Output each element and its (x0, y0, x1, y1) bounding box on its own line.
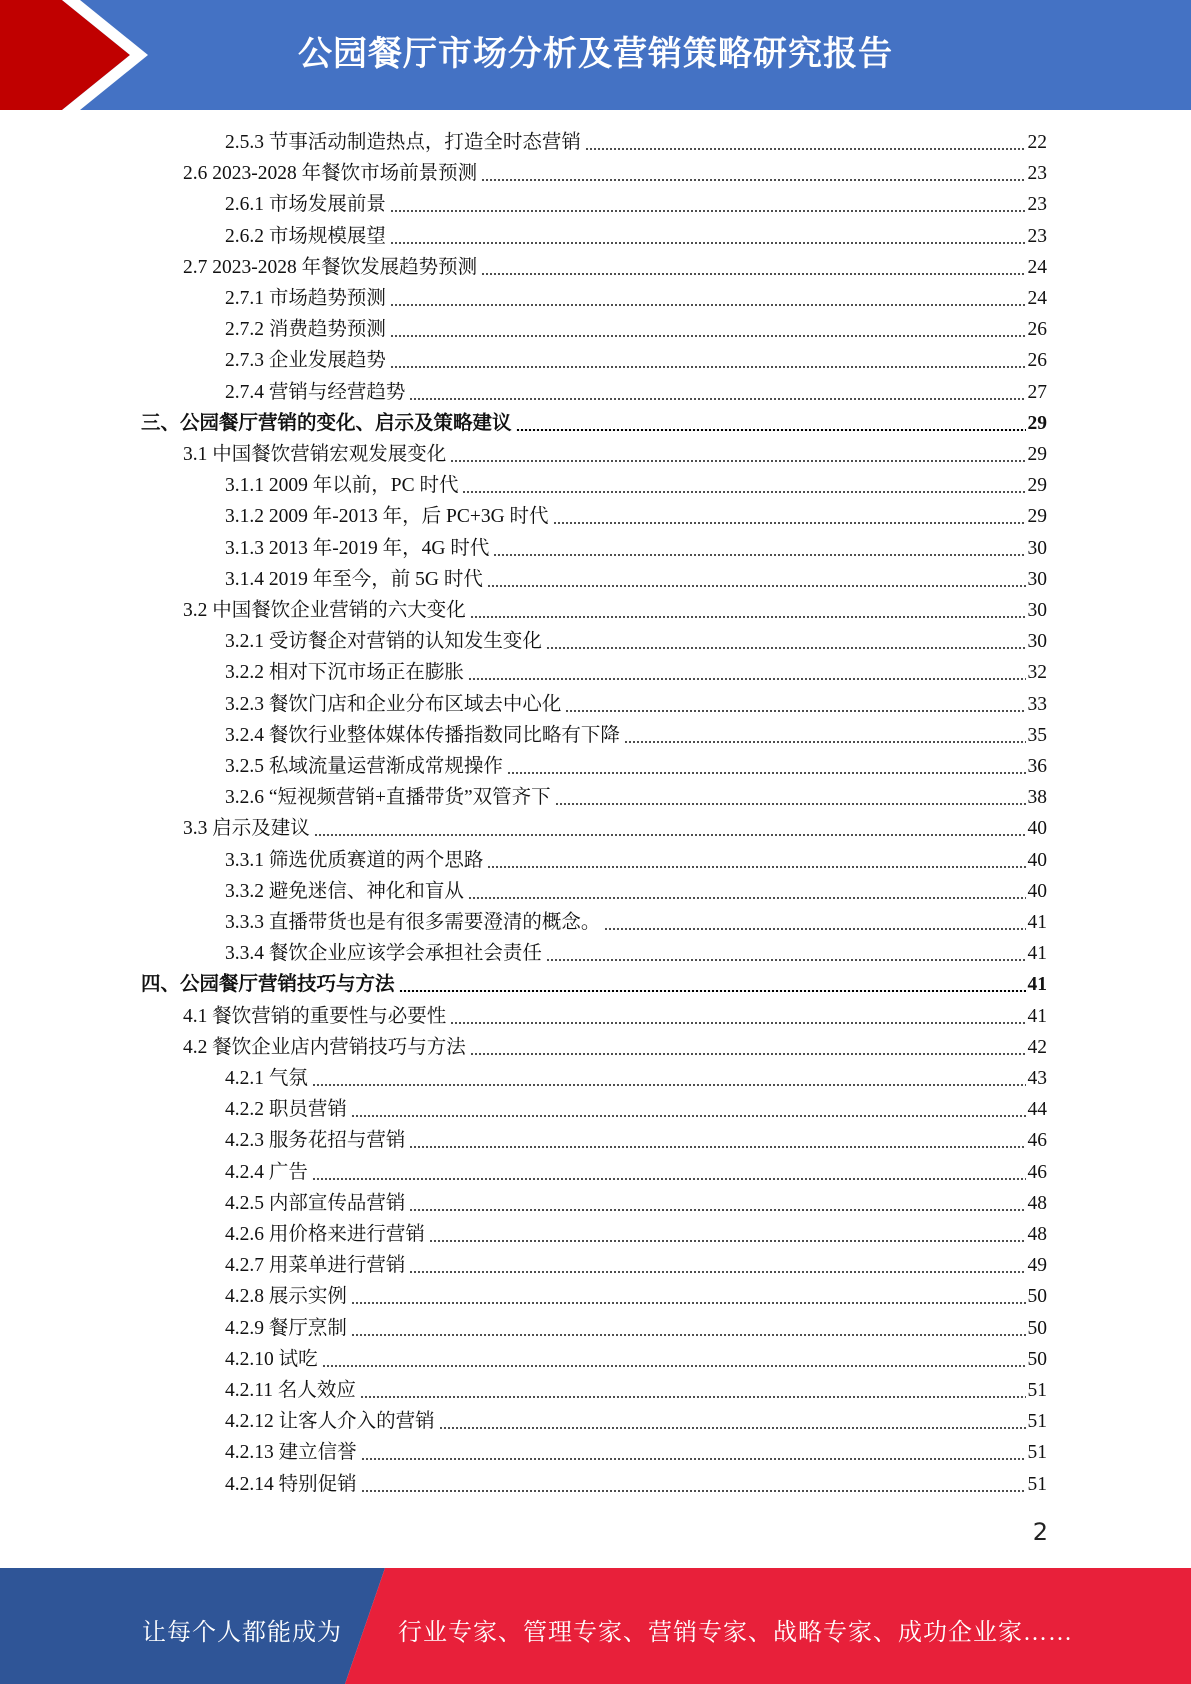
toc-entry-page: 49 (1027, 1255, 1047, 1277)
toc-dot-leader (546, 647, 1026, 649)
toc-dot-leader (487, 585, 1026, 587)
toc-entry[interactable] (225, 1437, 1047, 1468)
toc-entry-title: 4.2.2 职员营销 (225, 1099, 347, 1121)
toc-entry-page: 50 (1027, 1317, 1047, 1339)
toc-entry[interactable] (225, 127, 1047, 158)
toc-entry[interactable] (225, 1406, 1047, 1437)
toc-entry-page: 43 (1027, 1068, 1047, 1089)
toc-entry-page: 29 (1027, 506, 1047, 528)
page-footer (0, 1568, 1191, 1684)
page-number: 2 (1032, 1518, 1048, 1546)
toc-entry-page: 41 (1027, 912, 1047, 933)
toc-entry-title: 3.3.3 直播带货也是有很多需要澄清的概念。 (225, 912, 601, 933)
toc-entry-page: 33 (1027, 693, 1047, 715)
toc-dot-leader (624, 741, 1026, 743)
toc-entry-page: 29 (1027, 412, 1047, 434)
toc-entry-title: 4.2.12 让客人介入的营销 (225, 1411, 435, 1433)
toc-dot-leader (361, 1458, 1026, 1460)
toc-entry[interactable] (225, 314, 1047, 345)
toc-dot-leader (585, 148, 1026, 150)
toc-entry-page: 23 (1027, 194, 1047, 216)
toc-dot-leader (429, 1240, 1026, 1242)
toc-entry[interactable] (225, 938, 1047, 969)
toc-entry[interactable] (141, 408, 1047, 439)
toc-entry[interactable] (225, 1250, 1047, 1281)
toc-entry-page: 50 (1027, 1286, 1047, 1308)
toc-entry[interactable] (183, 595, 1047, 626)
toc-entry[interactable] (183, 1001, 1047, 1032)
toc-entry-title: 3.1 中国餐饮营销宏观发展变化 (183, 444, 447, 465)
toc-entry[interactable] (183, 252, 1047, 283)
toc-entry-page: 50 (1027, 1348, 1047, 1370)
toc-dot-leader (390, 210, 1026, 212)
toc-dot-leader (409, 1146, 1025, 1148)
toc-entry[interactable] (225, 283, 1047, 314)
toc-entry-title: 3.1.4 2019 年至今，前 5G 时代 (225, 568, 483, 590)
toc-entry-title: 2.7.4 营销与经营趋势 (225, 381, 406, 403)
toc-entry-page: 24 (1027, 256, 1047, 278)
toc-entry-page: 46 (1027, 1130, 1047, 1152)
toc-entry[interactable] (183, 813, 1047, 844)
toc-entry-page: 30 (1027, 600, 1047, 621)
toc-entry-page: 36 (1027, 756, 1047, 777)
toc-entry-title: 四、公园餐厅营销技巧与方法 (141, 974, 395, 996)
toc-entry-page: 46 (1027, 1161, 1047, 1183)
toc-entry-title: 3.3 启示及建议 (183, 818, 310, 840)
toc-dot-leader (516, 429, 1026, 431)
toc-entry-page: 35 (1027, 724, 1047, 746)
header-title: 公园餐厅市场分析及营销策略研究报告 (298, 34, 893, 74)
toc-dot-leader (409, 398, 1025, 400)
toc-entry-title: 2.6.2 市场规模展望 (225, 225, 386, 247)
toc-dot-leader (351, 1334, 1026, 1336)
toc-entry-title: 2.5.3 节事活动制造热点，打造全时态营销 (225, 132, 581, 153)
toc-entry[interactable] (225, 1188, 1047, 1219)
toc-dot-leader (493, 554, 1025, 556)
toc-entry-title: 4.2.6 用价格来进行营销 (225, 1224, 425, 1245)
toc-dot-leader (312, 1178, 1026, 1180)
toc-entry[interactable] (225, 1094, 1047, 1125)
toc-entry[interactable] (225, 1344, 1047, 1375)
toc-entry[interactable] (225, 377, 1047, 408)
toc-entry[interactable] (225, 751, 1047, 782)
toc-dot-leader (470, 1053, 1026, 1055)
footer-slogan-left: 让每个人都能成为 (142, 1620, 342, 1646)
toc-entry-page: 51 (1027, 1442, 1047, 1464)
toc-entry-page: 32 (1027, 662, 1047, 684)
toc-entry-page: 41 (1027, 974, 1047, 996)
toc-entry[interactable] (225, 1063, 1047, 1094)
toc-entry-page: 38 (1027, 787, 1047, 809)
toc-entry-page: 22 (1027, 132, 1047, 153)
toc-entry-title: 3.1.2 2009 年-2013 年，后 PC+3G 时代 (225, 506, 549, 528)
toc-entry-title: 4.2.14 特别促销 (225, 1473, 357, 1495)
toc-entry-page: 40 (1027, 880, 1047, 902)
toc-entry[interactable] (225, 626, 1047, 657)
toc-entry[interactable] (225, 689, 1047, 720)
toc-entry-title: 4.1 餐饮营销的重要性与必要性 (183, 1005, 447, 1027)
toc-entry-page: 44 (1027, 1099, 1047, 1121)
toc-dot-leader (390, 304, 1026, 306)
toc-entry[interactable] (225, 1469, 1047, 1500)
toc-entry[interactable] (183, 158, 1047, 189)
toc-entry-page: 29 (1027, 444, 1047, 465)
toc-dot-leader (409, 1209, 1025, 1211)
toc-entry[interactable] (225, 782, 1047, 813)
toc-entry[interactable] (225, 1125, 1047, 1156)
toc-dot-leader (481, 179, 1025, 181)
toc-entry-page: 29 (1027, 475, 1047, 497)
toc-entry[interactable] (225, 845, 1047, 876)
toc-dot-leader (555, 803, 1026, 805)
toc-entry-page: 51 (1027, 1380, 1047, 1401)
toc-entry[interactable] (225, 1157, 1047, 1188)
toc-entry[interactable] (183, 1032, 1047, 1063)
toc-entry[interactable] (225, 907, 1047, 938)
toc-entry-title: 3.1.1 2009 年以前，PC 时代 (225, 475, 459, 497)
toc-dot-leader (450, 460, 1025, 462)
toc-entry-title: 3.2.4 餐饮行业整体媒体传播指数同比略有下降 (225, 724, 620, 746)
toc-entry-title: 2.7.3 企业发展趋势 (225, 350, 386, 372)
toc-dot-leader (399, 990, 1026, 992)
toc-dot-leader (314, 834, 1026, 836)
toc-entry-title: 4.2.13 建立信誉 (225, 1442, 357, 1464)
toc-entry-page: 30 (1027, 568, 1047, 590)
toc-entry-page: 42 (1027, 1036, 1047, 1058)
toc-entry-title: 4.2.9 餐厅烹制 (225, 1317, 347, 1339)
toc-dot-leader (470, 616, 1026, 618)
toc-entry-title: 3.2.1 受访餐企对营销的认知发生变化 (225, 631, 542, 653)
toc-entry-page: 41 (1027, 943, 1047, 965)
toc-dot-leader (322, 1365, 1026, 1367)
toc-entry-page: 48 (1027, 1224, 1047, 1245)
toc-entry-page: 51 (1027, 1411, 1047, 1433)
toc-entry-page: 40 (1027, 818, 1047, 840)
toc-entry-title: 3.3.1 筛选优质赛道的两个思路 (225, 849, 484, 871)
toc-entry-page: 24 (1027, 288, 1047, 309)
toc-dot-leader (462, 491, 1025, 493)
toc-dot-leader (604, 928, 1025, 930)
toc-entry-title: 4.2.8 展示实例 (225, 1286, 347, 1308)
toc-entry-title: 4.2.1 气氛 (225, 1068, 308, 1089)
toc-dot-leader (553, 522, 1026, 524)
toc-entry[interactable] (225, 876, 1047, 907)
toc-entry-page: 26 (1027, 350, 1047, 372)
toc-entry-title: 4.2.4 广告 (225, 1161, 308, 1183)
toc-entry[interactable] (225, 470, 1047, 501)
toc-entry-page: 30 (1027, 631, 1047, 653)
toc-entry[interactable] (141, 969, 1047, 1000)
toc-entry-title: 2.7 2023-2028 年餐饮发展趋势预测 (183, 256, 478, 278)
toc-entry-page: 23 (1027, 225, 1047, 247)
toc-dot-leader (360, 1396, 1026, 1398)
toc-entry-title: 三、公园餐厅营销的变化、启示及策略建议 (141, 412, 512, 434)
toc-entry[interactable] (225, 1313, 1047, 1344)
toc-dot-leader (468, 678, 1026, 680)
toc-entry[interactable] (225, 501, 1047, 532)
toc-entry-page: 41 (1027, 1005, 1047, 1027)
toc-dot-leader (450, 1022, 1025, 1024)
toc-entry-title: 4.2.10 试吃 (225, 1348, 318, 1370)
toc-entry[interactable] (225, 345, 1047, 376)
toc-entry[interactable] (225, 657, 1047, 688)
toc-entry-title: 2.7.1 市场趋势预测 (225, 288, 386, 309)
toc-dot-leader (481, 273, 1025, 275)
toc-entry-title: 4.2 餐饮企业店内营销技巧与方法 (183, 1036, 466, 1058)
toc-entry-title: 4.2.7 用菜单进行营销 (225, 1255, 406, 1277)
toc-entry-title: 4.2.5 内部宣传品营销 (225, 1192, 406, 1214)
toc-entry[interactable] (225, 1281, 1047, 1312)
toc-dot-leader (439, 1427, 1026, 1429)
toc-dot-leader (351, 1302, 1026, 1304)
toc-entry-page: 23 (1027, 163, 1047, 185)
toc-dot-leader (468, 897, 1026, 899)
toc-entry-title: 3.1.3 2013 年-2019 年，4G 时代 (225, 537, 490, 559)
toc-entry[interactable] (225, 533, 1047, 564)
toc-dot-leader (507, 772, 1026, 774)
page-header (0, 0, 1191, 110)
toc-dot-leader (312, 1084, 1026, 1086)
toc-entry-title: 4.2.3 服务花招与营销 (225, 1130, 406, 1152)
toc-entry-page: 27 (1027, 381, 1047, 403)
toc-entry[interactable] (183, 439, 1047, 470)
toc-dot-leader (565, 710, 1025, 712)
toc-entry[interactable] (225, 189, 1047, 220)
toc-entry[interactable] (225, 221, 1047, 252)
toc-entry-title: 2.7.2 消费趋势预测 (225, 319, 386, 341)
toc-entry-title: 3.2.2 相对下沉市场正在膨胀 (225, 662, 464, 684)
toc-entry-title: 3.2 中国餐饮企业营销的六大变化 (183, 600, 466, 621)
toc-entry-page: 30 (1027, 537, 1047, 559)
toc-entry-title: 3.2.6 “短视频营销+直播带货”双管齐下 (225, 787, 551, 809)
toc-entry-title: 2.6.1 市场发展前景 (225, 194, 386, 216)
toc-dot-leader (546, 959, 1026, 961)
toc-entry[interactable] (225, 1375, 1047, 1406)
toc-entry[interactable] (225, 564, 1047, 595)
toc-entry-page: 40 (1027, 849, 1047, 871)
toc-dot-leader (390, 335, 1026, 337)
toc-entry-title: 3.2.5 私域流量运营渐成常规操作 (225, 756, 503, 777)
toc-dot-leader (390, 242, 1026, 244)
toc-entry-title: 2.6 2023-2028 年餐饮市场前景预测 (183, 163, 478, 185)
toc-dot-leader (487, 866, 1025, 868)
toc-entry-page: 26 (1027, 319, 1047, 341)
toc-entry-page: 48 (1027, 1192, 1047, 1214)
toc-dot-leader (361, 1490, 1026, 1492)
toc-dot-leader (409, 1271, 1025, 1273)
toc-entry-title: 3.3.2 避免迷信、神化和盲从 (225, 880, 464, 902)
toc-entry[interactable] (225, 1219, 1047, 1250)
toc-entry-title: 3.3.4 餐饮企业应该学会承担社会责任 (225, 943, 542, 965)
toc-entry-title: 3.2.3 餐饮门店和企业分布区域去中心化 (225, 693, 562, 715)
toc-entry-title: 4.2.11 名人效应 (225, 1380, 356, 1401)
toc-entry[interactable] (225, 720, 1047, 751)
toc-entry-page: 51 (1027, 1473, 1047, 1495)
footer-slogan-right: 行业专家、管理专家、营销专家、战略专家、成功企业家…… (398, 1620, 1073, 1646)
toc-dot-leader (390, 366, 1026, 368)
toc-dot-leader (351, 1115, 1026, 1117)
